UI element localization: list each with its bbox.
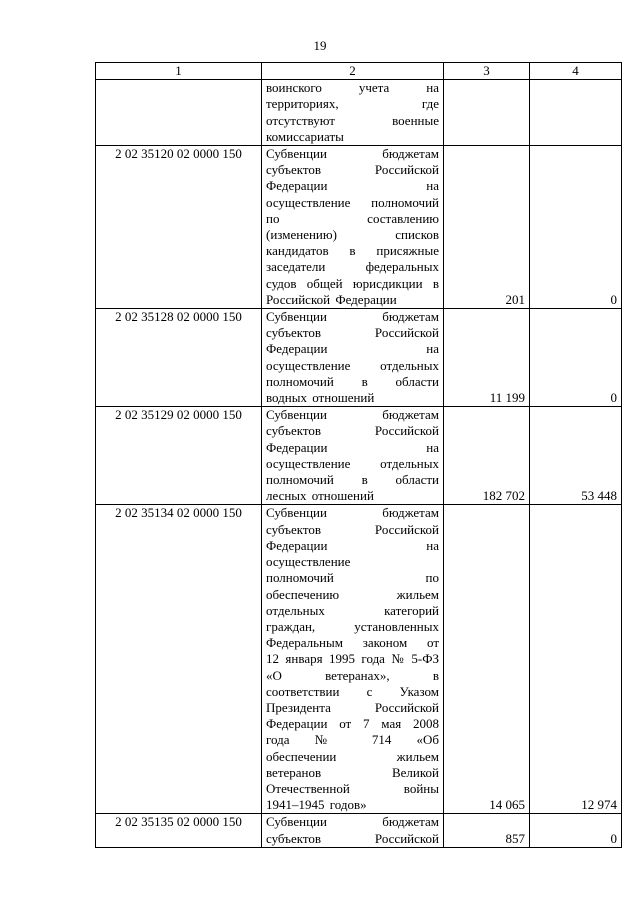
budget-code-cell: 2 02 35129 02 0000 150: [96, 407, 262, 505]
description-line: Отечественной войны: [266, 780, 439, 796]
description-line: субъектов Российской: [266, 325, 439, 341]
description-line: субъектов Российской: [266, 521, 439, 537]
column-header: 3: [444, 63, 530, 80]
amount-col4-cell: 12 974: [530, 505, 622, 814]
description-cell: [262, 80, 444, 146]
description-cell: [262, 407, 444, 505]
description-line: территориях, где: [266, 96, 439, 112]
budget-table: [95, 62, 622, 848]
column-header: 1: [96, 63, 262, 80]
description-line: заседатели федеральных: [266, 259, 439, 275]
description-line: Федерации на: [266, 341, 439, 357]
table-row: [96, 407, 622, 505]
description-cell: [262, 146, 444, 309]
amount-col3-cell: 14 065: [444, 505, 530, 814]
description-line: субъектов Российской: [266, 423, 439, 439]
description-line: Субвенции бюджетам: [266, 146, 439, 162]
description-line: полномочий в области: [266, 373, 439, 389]
description-line: 12 января 1995 года № 5-ФЗ: [266, 651, 439, 667]
description-line: полномочий по: [266, 570, 439, 586]
column-header: 2: [262, 63, 444, 80]
description-line: обеспечению жильем: [266, 586, 439, 602]
description-line: по составлению: [266, 210, 439, 226]
amount-col4-cell: 0: [530, 814, 622, 847]
budget-code-cell: 2 02 35134 02 0000 150: [96, 505, 262, 814]
description-line: осуществление отдельных: [266, 455, 439, 471]
budget-code-cell: 2 02 35120 02 0000 150: [96, 146, 262, 309]
description-line: комиссариаты: [266, 128, 344, 144]
description-line: полномочий в области: [266, 472, 439, 488]
description-line: (изменению) списков: [266, 227, 439, 243]
description-line: года № 714 «Об: [266, 732, 439, 748]
description-line: воинского учета на: [266, 80, 439, 96]
amount-col4-cell: 0: [530, 309, 622, 407]
amount-col3-cell: [444, 80, 530, 146]
description-line: субъектов Российской: [266, 830, 439, 846]
description-line: осуществление: [266, 554, 351, 570]
description-line: соответствии с Указом: [266, 683, 439, 699]
description-line: кандидатов в присяжные: [266, 243, 439, 259]
description-line: водных отношений: [266, 390, 375, 406]
amount-col3-cell: 857: [444, 814, 530, 847]
description-cell: [262, 505, 444, 814]
description-line: Субвенции бюджетам: [266, 309, 439, 325]
budget-code-cell: 2 02 35135 02 0000 150: [96, 814, 262, 847]
description-line: Федерации от 7 мая 2008: [266, 716, 439, 732]
table-row: [96, 505, 622, 814]
table-row: [96, 814, 622, 847]
description-line: Субвенции бюджетам: [266, 814, 439, 830]
description-line: Федерации на: [266, 439, 439, 455]
description-line: 1941–1945 годов»: [266, 797, 367, 813]
description-line: отсутствуют военные: [266, 112, 439, 128]
description-line: осуществление отдельных: [266, 357, 439, 373]
page-number: 19: [313, 38, 327, 53]
column-header: 4: [530, 63, 622, 80]
description-line: Президента Российской: [266, 699, 439, 715]
amount-col4-cell: 53 448: [530, 407, 622, 505]
description-line: Субвенции бюджетам: [266, 407, 439, 423]
amount-col4-cell: [530, 80, 622, 146]
description-line: граждан, установленных: [266, 618, 439, 634]
description-line: лесных отношений: [266, 488, 374, 504]
amount-col4-cell: 0: [530, 146, 622, 309]
description-line: Федеральным законом от: [266, 635, 439, 651]
description-line: субъектов Российской: [266, 162, 439, 178]
amount-col3-cell: 201: [444, 146, 530, 309]
budget-code-cell: [96, 80, 262, 146]
amount-col3-cell: 11 199: [444, 309, 530, 407]
description-line: Федерации на: [266, 537, 439, 553]
table-row: [96, 309, 622, 407]
description-cell: [262, 309, 444, 407]
table-header-row: [96, 63, 622, 80]
description-line: судов общей юрисдикции в: [266, 275, 439, 291]
description-line: «О ветеранах», в: [266, 667, 439, 683]
table-row: [96, 146, 622, 309]
description-line: ветеранов Великой: [266, 764, 439, 780]
amount-col3-cell: 182 702: [444, 407, 530, 505]
description-line: Субвенции бюджетам: [266, 505, 439, 521]
description-line: обеспечении жильем: [266, 748, 439, 764]
description-line: Федерации на: [266, 178, 439, 194]
table-row: [96, 80, 622, 146]
description-line: осуществление полномочий: [266, 194, 439, 210]
budget-code-cell: 2 02 35128 02 0000 150: [96, 309, 262, 407]
description-line: Российской Федерации: [266, 291, 397, 307]
description-cell: [262, 814, 444, 847]
description-line: отдельных категорий: [266, 602, 439, 618]
